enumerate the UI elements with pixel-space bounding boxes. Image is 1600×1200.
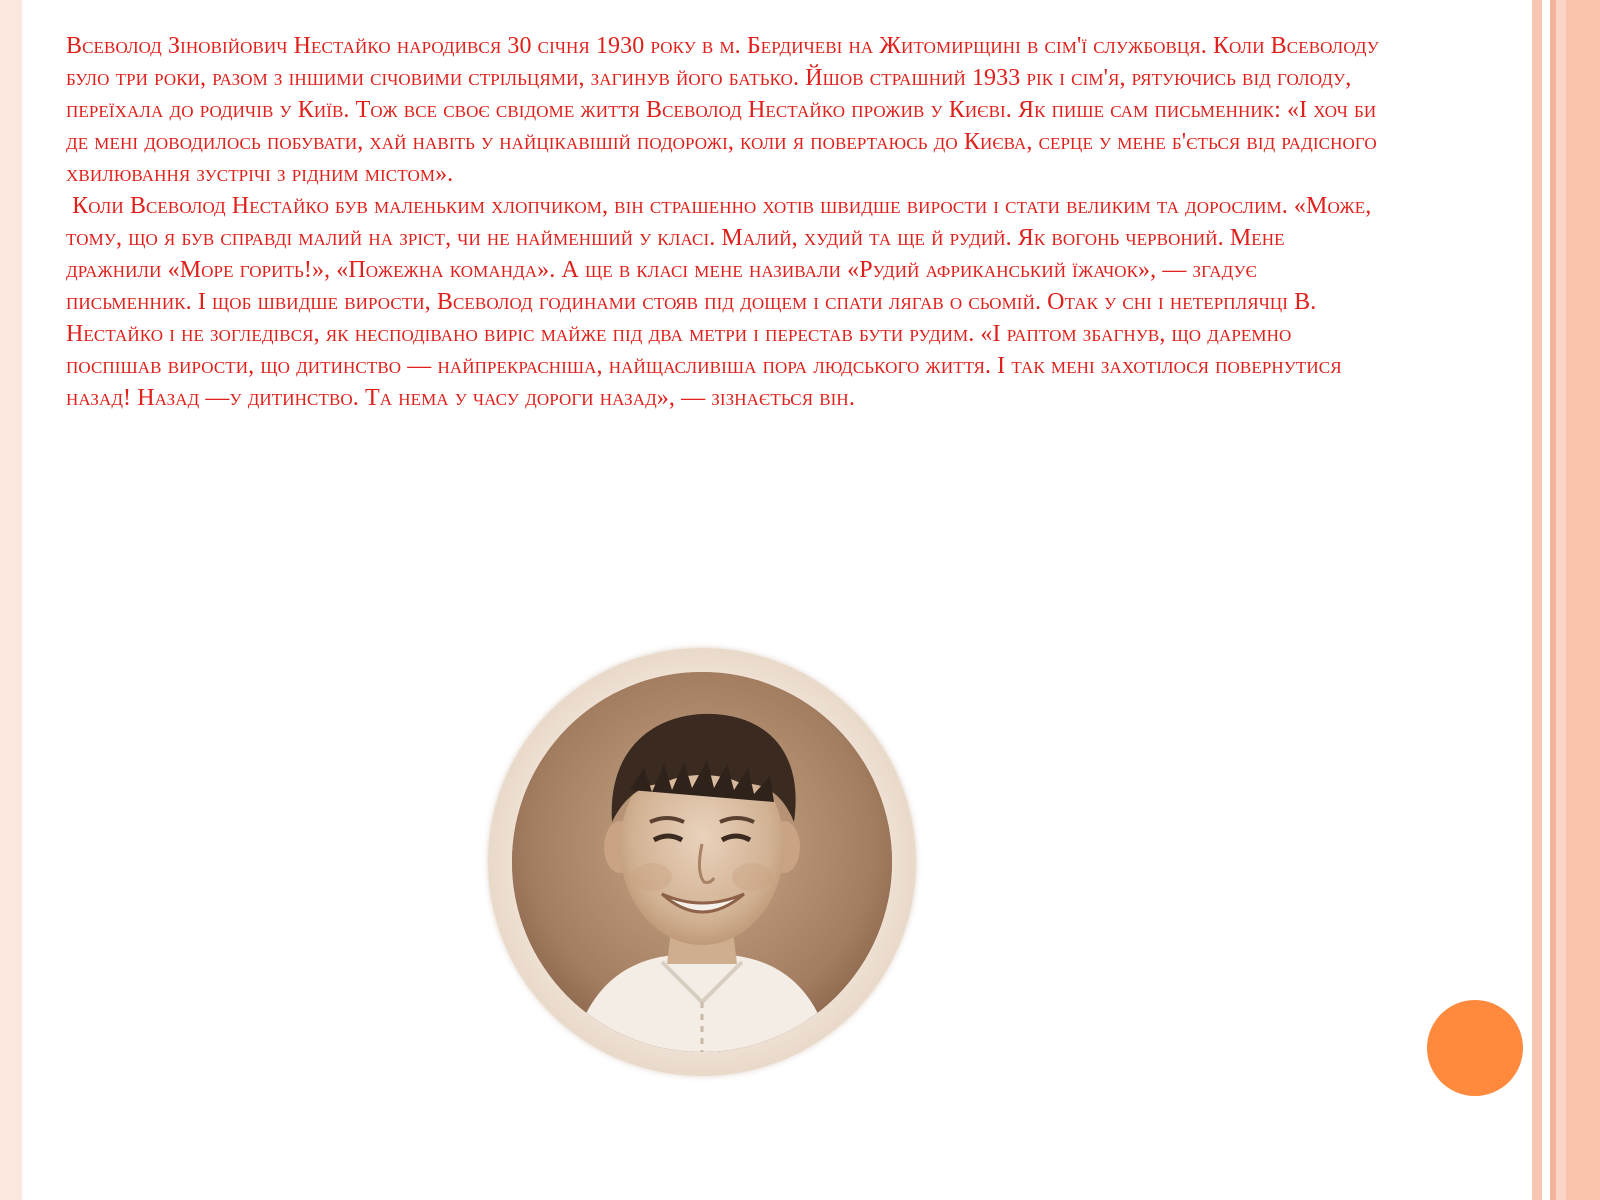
border-stripe [1532,0,1542,1200]
border-stripe [1566,0,1600,1200]
border-stripe [1556,0,1566,1200]
child-portrait-icon [512,672,892,1052]
paragraph-childhood: Коли Всеволод Нестайко був маленьким хлопчиком, він страшенно хотів швидше вирости і стати великим та дорослим. «Може, тому, що я був справді малий на зріст, чи не найменший у класі. Малий, худий та ще й рудий. Як вогонь червоний. Мене дражнили «Море горить!», «Пожежна команда». А ще в класі мене називали «Рудий африканський їжачок», — згадує письменник. І щоб швидше вирости, Всеволод годинами стояв під дощем і спати лягав о сьомій. Отак у сні і нетерплячці В. Нестайко і не зогледівся, як несподівано виріс майже під два метри і перестав бути рудим. «І раптом збагнув, що даремно поспішав вирости, що дитинство — найпрекрасніша, найщасливіша пора людського життя. І так мені захотілося повернутися назад! Назад —у дитинство. Та нема у часу дороги назад», — зізнається він. [66,193,1378,411]
border-stripe [1542,0,1550,1200]
orange-circle-decoration [1427,1000,1523,1096]
portrait-frame [488,648,916,1076]
biography-text [66,30,1386,414]
paragraph-early-life: Всеволод Зіновійович Нестайко народився 30 січня 1930 року в м. Бердичеві на Житомирщині в сім'ї службовця. Коли Всеволоду було три роки, разом з іншими січовими стрільцями, загинув його батько. Йшов страшний 1933 рік і сім'я, рятуючись від голоду, переїхала до родичів у Київ. Тож все своє свідоме життя Всеволод Нестайко прожив у Києві. Як пише сам письменник: «І хоч би де мені доводилось побувати, хай навіть у найцікавішій подорожі, коли я повертаюсь до Києва, серце у мене б'ється від радісного хвилювання зустрічі з рідним містом». [66,33,1385,187]
